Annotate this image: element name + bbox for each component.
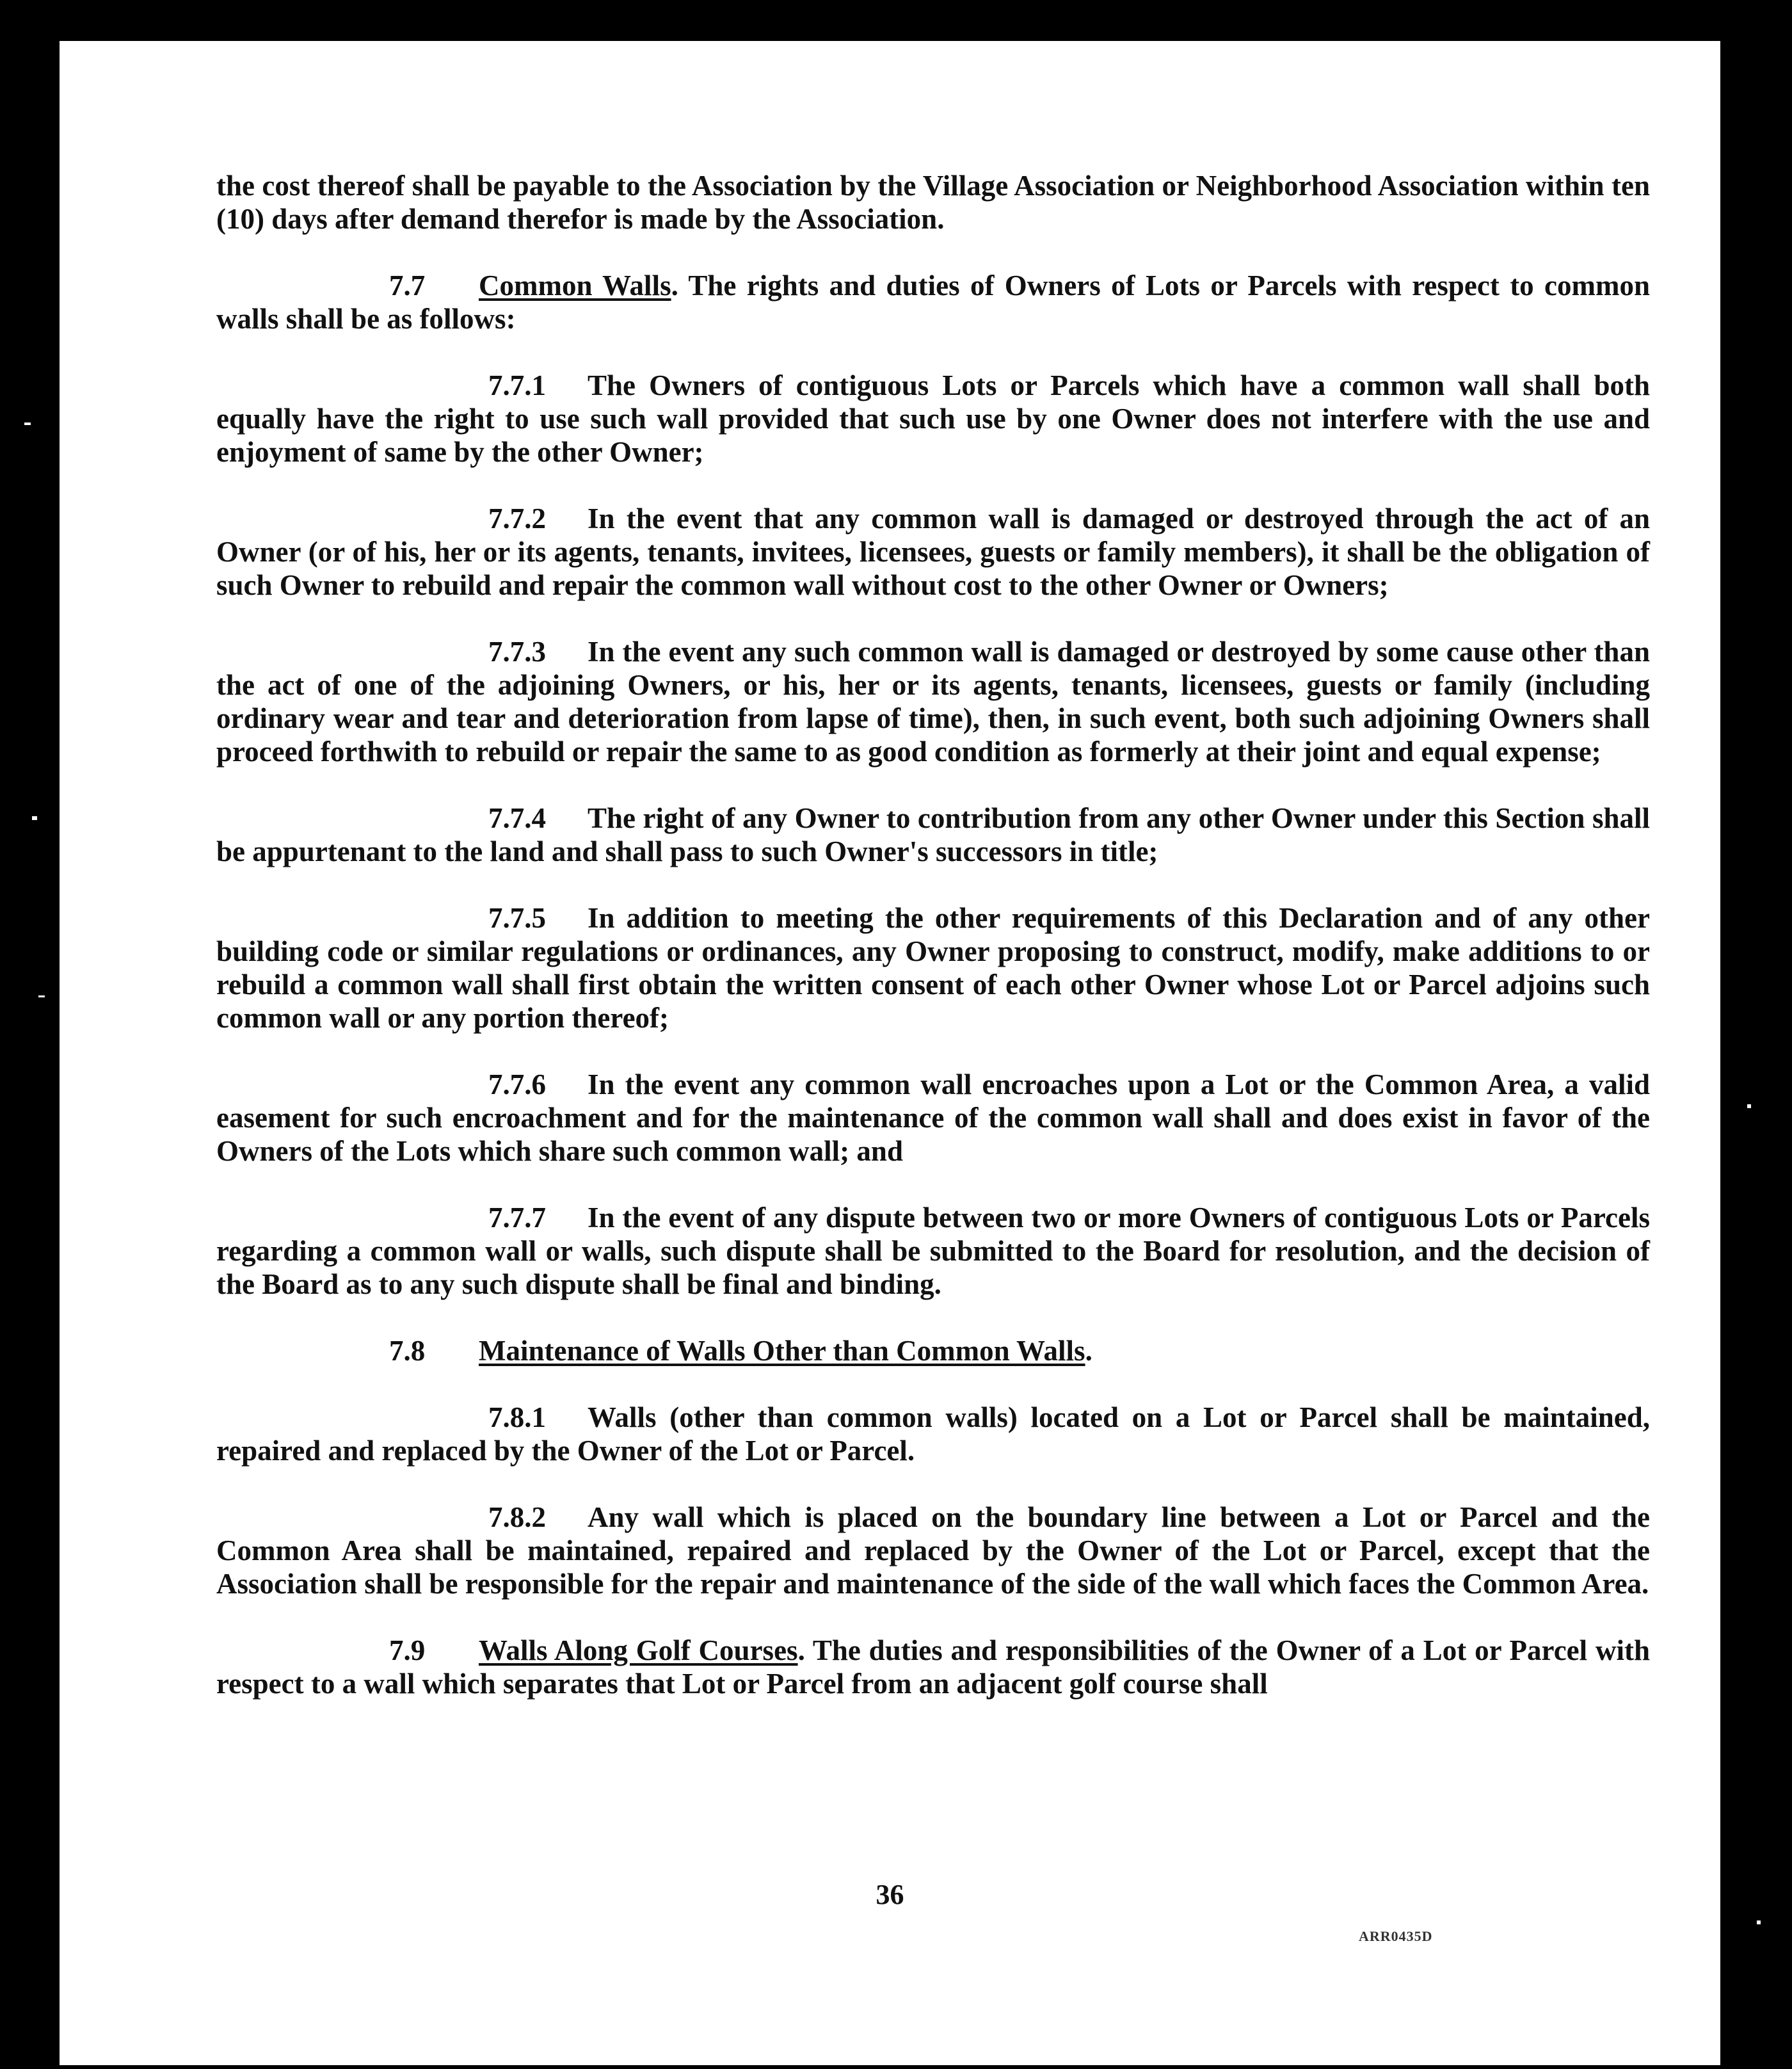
subsection-number: 7.7.5: [488, 902, 546, 934]
scan-speck: [24, 423, 31, 425]
subsection-text: In the event any such common wall is damaged or destroyed by some cause other than the act of one of the adjoining Owners, or his, her or its agents, tenants, licensees, guests or family (including ordinary wear and tear and deterioration from lapse of time), then, in such event, both such adjoining Owners shall proceed forthwith to rebuild or repair the same to as good condition as formerly at their joint and equal expense;: [216, 636, 1650, 768]
section-number: 7.7: [389, 270, 426, 302]
subsection-text: In the event any common wall encroaches upon a Lot or the Common Area, a valid easement for such encroachment and for the maintenance of the common wall shall and does exist in favor of the Owners of the Lots which share such common wall; and: [216, 1068, 1650, 1167]
subsection-number: 7.7.2: [488, 503, 546, 535]
subsection-7-8-1: [216, 1401, 1650, 1467]
subsection-7-7-6: [216, 1068, 1650, 1168]
subsection-7-7-2: [216, 502, 1650, 602]
section-7-9: [216, 1634, 1650, 1700]
document-body: [216, 169, 1650, 1734]
subsection-7-8-2: [216, 1501, 1650, 1600]
subsection-7-7-3: [216, 635, 1650, 768]
subsection-text: In the event of any dispute between two or more Owners of contiguous Lots or Parcels regarding a common wall or walls, such dispute shall be submitted to the Board for resolution, and the decision of the Board as to any such dispute shall be final and binding.: [216, 1202, 1650, 1300]
scan-speck: [38, 995, 45, 997]
subsection-text: In addition to meeting the other requirements of this Declaration and of any other building code or similar regulations or ordinances, any Owner proposing to construct, modify, make additions to or rebuild a common wall shall first obtain the written consent of each other Owner whose Lot or Parcel adjoins such common wall or any portion thereof;: [216, 902, 1650, 1034]
section-text: . The rights and duties of Owners of Lots or Parcels with respect to common walls shall be as follows:: [216, 270, 1651, 335]
scan-speck: [1757, 1920, 1761, 1924]
scan-speck: [1747, 1104, 1751, 1108]
page-number: 36: [876, 1879, 904, 1910]
subsection-text: The right of any Owner to contribution from any other Owner under this Section shall be appurtenant to the land and shall pass to such Owner's successors in title;: [216, 802, 1650, 867]
subsection-number: 7.8.2: [488, 1501, 546, 1533]
subsection-number: 7.7.3: [488, 636, 546, 668]
subsection-number: 7.7.4: [488, 802, 546, 834]
scan-speck: [32, 816, 37, 820]
section-number: 7.9: [389, 1634, 426, 1666]
paragraph-text: the cost thereof shall be payable to the Association by the Village Association or Neighborhood Association within ten (10) days after demand therefor is made by the Association.: [216, 170, 1650, 235]
paragraph-continuation: [216, 169, 1650, 236]
section-heading: Walls Along Golf Courses: [479, 1634, 798, 1666]
footer-code: ARR0435D: [1359, 1928, 1433, 1944]
subsection-number: 7.7.6: [488, 1068, 546, 1100]
section-7-8: [216, 1334, 1650, 1367]
subsection-number: 7.8.1: [488, 1401, 546, 1433]
section-number: 7.8: [389, 1335, 426, 1367]
section-text: . The duties and responsibilities of the Owner of a Lot or Parcel with respect to a wall which separates that Lot or Parcel from an adjacent golf course shall: [216, 1634, 1650, 1700]
subsection-7-7-1: [216, 369, 1650, 469]
section-text: .: [1085, 1335, 1092, 1367]
subsection-7-7-5: [216, 901, 1650, 1034]
document-page: [60, 41, 1720, 2065]
subsection-7-7-4: [216, 801, 1650, 868]
subsection-text: In the event that any common wall is damaged or destroyed through the act of an Owner (or of his, her or its agents, tenants, invitees, licensees, guests or family members), it shall be the obligation of such Owner to rebuild and repair the common wall without cost to the other Owner or Owners;: [216, 503, 1650, 601]
subsection-text: Any wall which is placed on the boundary line between a Lot or Parcel and the Common Area shall be maintained, repaired and replaced by the Owner of the Lot or Parcel, except that the Association shall be responsible for the repair and maintenance of the side of the wall which faces the Common Area.: [216, 1501, 1650, 1600]
subsection-number: 7.7.7: [488, 1202, 546, 1234]
section-heading: Maintenance of Walls Other than Common Walls: [479, 1335, 1085, 1367]
subsection-text: Walls (other than common walls) located on a Lot or Parcel shall be maintained, repaired and replaced by the Owner of the Lot or Parcel.: [216, 1401, 1650, 1467]
section-heading: Common Walls: [479, 270, 671, 302]
subsection-text: The Owners of contiguous Lots or Parcels which have a common wall shall both equally have the right to use such wall provided that such use by one Owner does not interfere with the use and enjoyment of same by the other Owner;: [216, 369, 1650, 468]
subsection-7-7-7: [216, 1201, 1650, 1301]
section-7-7: [216, 269, 1650, 335]
subsection-number: 7.7.1: [488, 369, 546, 401]
